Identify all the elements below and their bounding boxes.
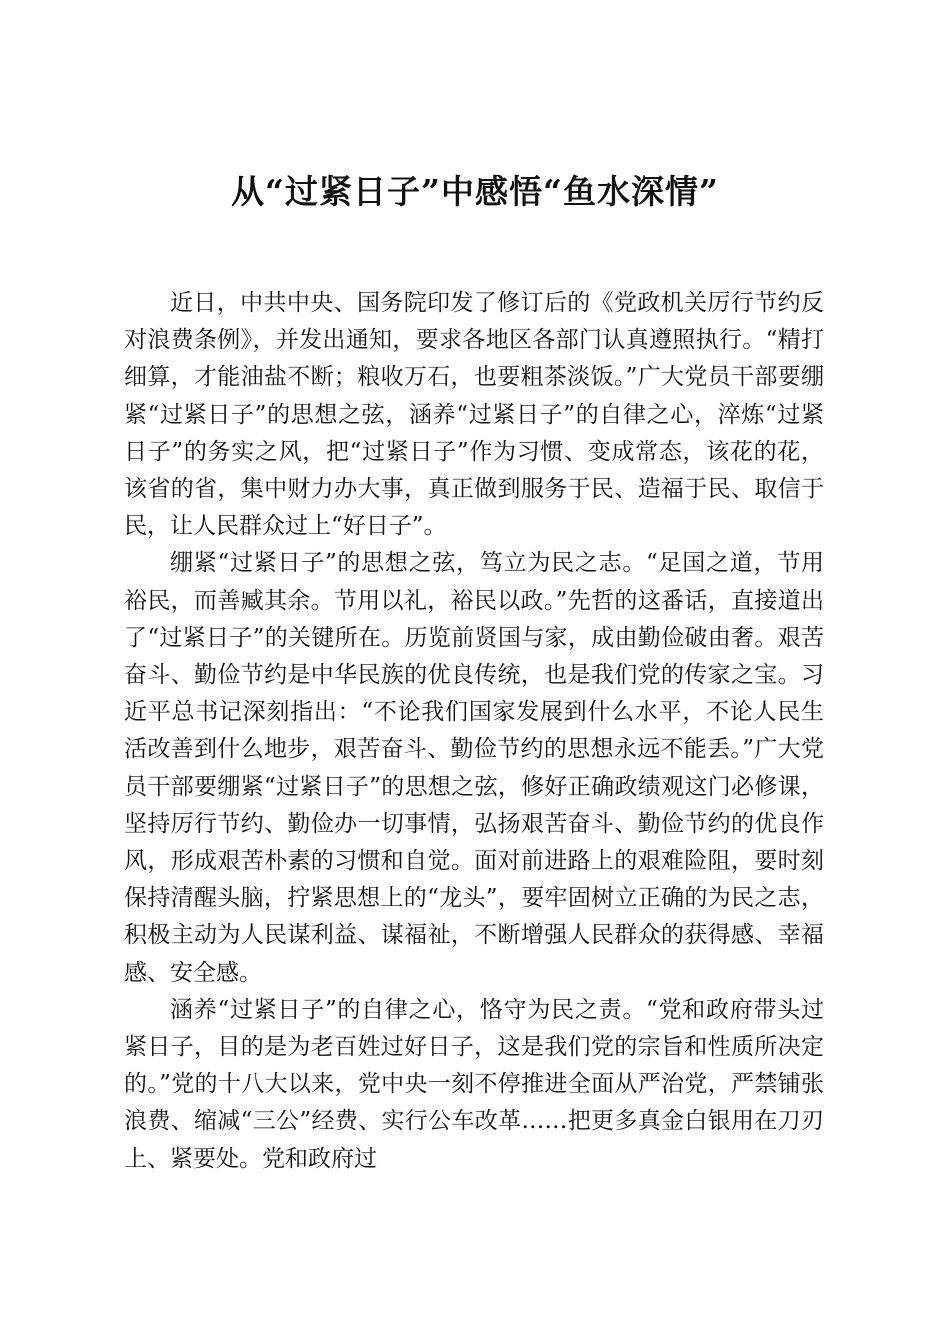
paragraph: 绷紧“过紧日子”的思想之弦，笃立为民之志。“足国之道，节用裕民，而善臧其余。节用以礼，裕民以政。”先哲的这番话，直接道出了“过紧日子”的关键所在。历览前贤国与家，成由勤俭破由奢。艰苦奋斗、勤俭节约是中华民族的优良传统，也是我们党的传家之宝。习近平总书记深刻指出：“不论我们国家发展到什么水平，不论人民生活改善到什么地步，艰苦奋斗、勤俭节约的思想永远不能丢。”广大党员干部要绷紧“过紧日子”的思想之弦，修好正确政绩观这门必修课，坚持厉行节约、勤俭办一切事情，弘扬艰苦奋斗、勤俭节约的优良作风，形成艰苦朴素的习惯和自觉。面对前进路上的艰难险阻，要时刻保持清醒头脑，拧紧思想上的“龙头”，要牢固树立正确的为民之志，积极主动为人民谋利益、谋福祉，不断增强人民群众的获得感、幸福感、安全感。 — [124, 550, 824, 986]
paragraph: 涵养“过紧日子”的自律之心，恪守为民之责。“党和政府带头过紧日子，目的是为老百姓过好日子，这是我们党的宗旨和性质所决定的。”党的十八大以来，党中央一刻不停推进全面从严治党，严禁铺张浪费、缩减“三公”经费、实行公车改革……把更多真金白银用在刀刃上、紧要处。党和政府过 — [124, 996, 824, 1172]
document-body — [124, 285, 824, 1178]
paragraph: 近日，中共中央、国务院印发了修订后的《党政机关厉行节约反对浪费条例》，并发出通知，要求各地区各部门认真遵照执行。“精打细算，才能油盐不断；粮收万石，也要粗茶淡饭。”广大党员干部要绷紧“过紧日子”的思想之弦，涵养“过紧日子”的自律之心，淬炼“过紧日子”的务实之风，把“过紧日子”作为习惯、变成常态，该花的花，该省的省，集中财力办大事，真正做到服务于民、造福于民、取信于民，让人民群众过上“好日子”。 — [124, 290, 824, 540]
document-title: 从“过紧日子”中感悟“鱼水深情” — [231, 172, 719, 211]
